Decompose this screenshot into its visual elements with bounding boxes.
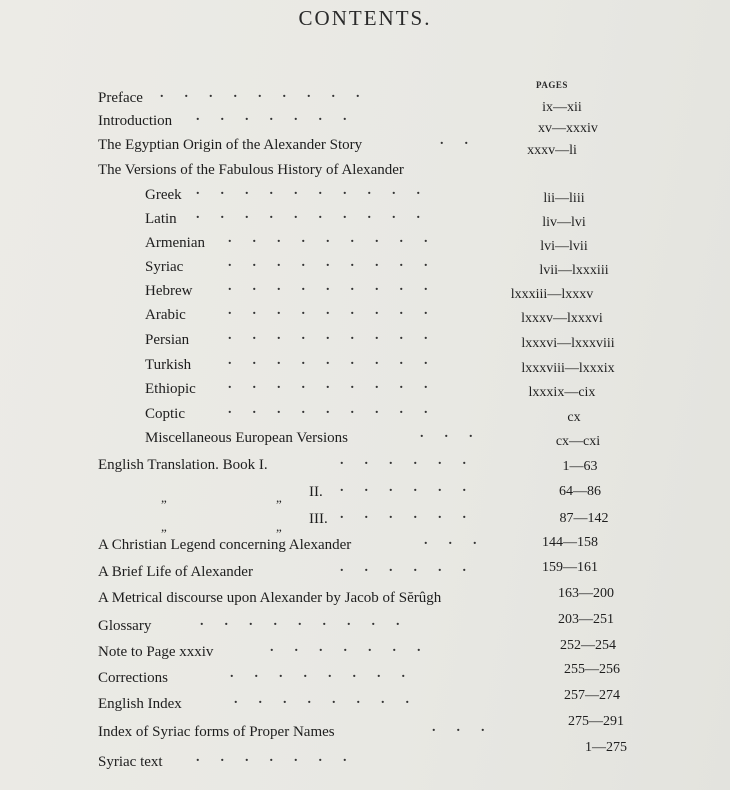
- toc-entry-pages: 163—200: [558, 586, 614, 601]
- dot-leader: ......: [340, 560, 487, 575]
- toc-row: [0, 560, 730, 584]
- toc-entry-label: A Christian Legend concerning Alexander: [98, 537, 352, 553]
- toc-entry-label: Miscellaneous European Versions: [145, 430, 349, 446]
- toc-entry-pages: 257—274: [564, 688, 620, 703]
- dot-leader: .........: [160, 86, 381, 101]
- toc-entry-label: Index of Syriac forms of Proper Names: [98, 724, 335, 740]
- toc-entry-label: II.: [309, 484, 323, 500]
- toc-entry-label: English Index: [98, 696, 182, 712]
- ditto-mark: „: [276, 519, 282, 534]
- toc-entry-label: III.: [309, 511, 328, 527]
- toc-entry-pages: ix—xii: [542, 100, 582, 115]
- toc-entry-pages: 203—251: [558, 612, 614, 627]
- toc-entry-pages: lxxxix—cix: [528, 385, 596, 400]
- toc-entry-label: Latin: [145, 211, 177, 227]
- dot-leader: .........: [228, 231, 449, 246]
- toc-row: [0, 740, 730, 774]
- toc-row: [0, 586, 730, 610]
- toc-entry-pages: lii—liii: [543, 191, 585, 206]
- toc-row: [0, 402, 730, 426]
- dot-leader: ........: [230, 666, 426, 681]
- toc-row: [0, 507, 730, 534]
- toc-entry-pages: lxxxviii—lxxxix: [521, 361, 615, 376]
- toc-entry-label: Greek: [145, 187, 182, 203]
- toc-entry-label: Coptic: [145, 406, 185, 422]
- dot-leader: ......: [340, 453, 487, 468]
- toc-entry-pages: cx—cxi: [555, 434, 601, 449]
- toc-entry-pages: lvi—lvii: [540, 239, 588, 254]
- toc-entry-label: Corrections: [98, 670, 168, 686]
- toc-entry-pages: xv—xxxiv: [538, 121, 598, 136]
- toc-entry-label: Note to Page xxxiv: [98, 644, 214, 660]
- dot-leader: .........: [228, 279, 449, 294]
- toc-entry-pages: lvii—lxxxiii: [539, 263, 609, 278]
- toc-entry-pages: lxxxiii—lxxxv: [510, 287, 594, 302]
- ditto-mark: „: [276, 490, 282, 505]
- toc-entry-label: A Brief Life of Alexander: [98, 564, 253, 580]
- toc-entry-label: The Egyptian Origin of the Alexander Story: [98, 137, 363, 153]
- toc-entry-label: Turkish: [145, 357, 192, 373]
- dot-leader: .........: [228, 255, 449, 270]
- toc-entry-label: Introduction: [98, 113, 173, 129]
- toc-entry-label: Preface: [98, 90, 143, 106]
- toc-row: [0, 133, 730, 157]
- toc-entry-pages: lxxxvi—lxxxviii: [521, 336, 615, 351]
- toc-entry-label: Persian: [145, 332, 190, 348]
- toc-entry-label: Ethiopic: [145, 381, 196, 397]
- dot-leader: .........: [228, 402, 449, 417]
- dot-leader: .........: [228, 377, 449, 392]
- toc-entry-label: A Metrical discourse upon Alexander by Jacob of Sĕrûgh: [98, 590, 442, 606]
- dot-leader: .........: [228, 353, 449, 368]
- toc-row: [0, 426, 730, 450]
- toc-entry-pages: 87—142: [559, 511, 609, 526]
- ditto-mark: „: [161, 490, 167, 505]
- toc-entry-pages: 64—86: [559, 484, 601, 499]
- toc-entry-pages: 144—158: [542, 535, 598, 550]
- toc-row: [0, 533, 730, 557]
- toc-entry-label: Arabic: [145, 307, 186, 323]
- toc-entry-pages: lxxxv—lxxxvi: [521, 311, 603, 326]
- toc-entry-pages: xxxv—li: [527, 143, 577, 158]
- ditto-mark: „: [161, 519, 167, 534]
- toc-entry-pages: 1—63: [562, 459, 598, 474]
- dot-leader: ......: [340, 480, 487, 495]
- toc-entry-label: Armenian: [145, 235, 205, 251]
- toc-entry-pages: cx: [567, 410, 581, 425]
- toc-entry-label: English Translation. Book I.: [98, 457, 268, 473]
- dot-leader: ......: [340, 507, 487, 522]
- toc-entry-pages: 255—256: [564, 662, 620, 677]
- page-title: CONTENTS.: [298, 6, 432, 30]
- dot-leader: .........: [200, 614, 421, 629]
- dot-leader: ..: [440, 133, 489, 148]
- dot-leader: ..........: [196, 183, 441, 198]
- toc-entry-pages: 275—291: [568, 714, 624, 729]
- toc-entry-label: Syriac: [145, 259, 184, 275]
- pages-column-header: PAGES: [536, 80, 568, 90]
- toc-entry-label: Glossary: [98, 618, 152, 634]
- dot-leader: ...: [432, 720, 506, 735]
- dot-leader: ...: [420, 426, 494, 441]
- toc-entry-pages: liv—lvi: [542, 215, 586, 230]
- dot-leader: .......: [270, 640, 442, 655]
- dot-leader: ........: [234, 692, 430, 707]
- toc-entry-pages: 1—275: [585, 740, 627, 755]
- toc-row: [0, 109, 730, 136]
- toc-entry-pages: 159—161: [542, 560, 598, 575]
- dot-leader: .........: [228, 328, 449, 343]
- toc-entry-label: Hebrew: [145, 283, 193, 299]
- toc-entry-label: The Versions of the Fabulous History of Alexander: [98, 162, 404, 178]
- dot-leader: ...: [424, 533, 498, 548]
- dot-leader: .......: [196, 109, 368, 124]
- toc-entry-label: Syriac text: [98, 754, 163, 770]
- toc-entry-pages: 252—254: [560, 638, 616, 653]
- toc-row: [0, 480, 730, 504]
- dot-leader: .......: [196, 750, 368, 765]
- toc-row: [0, 453, 730, 477]
- dot-leader: ..........: [196, 207, 441, 222]
- dot-leader: .........: [228, 303, 449, 318]
